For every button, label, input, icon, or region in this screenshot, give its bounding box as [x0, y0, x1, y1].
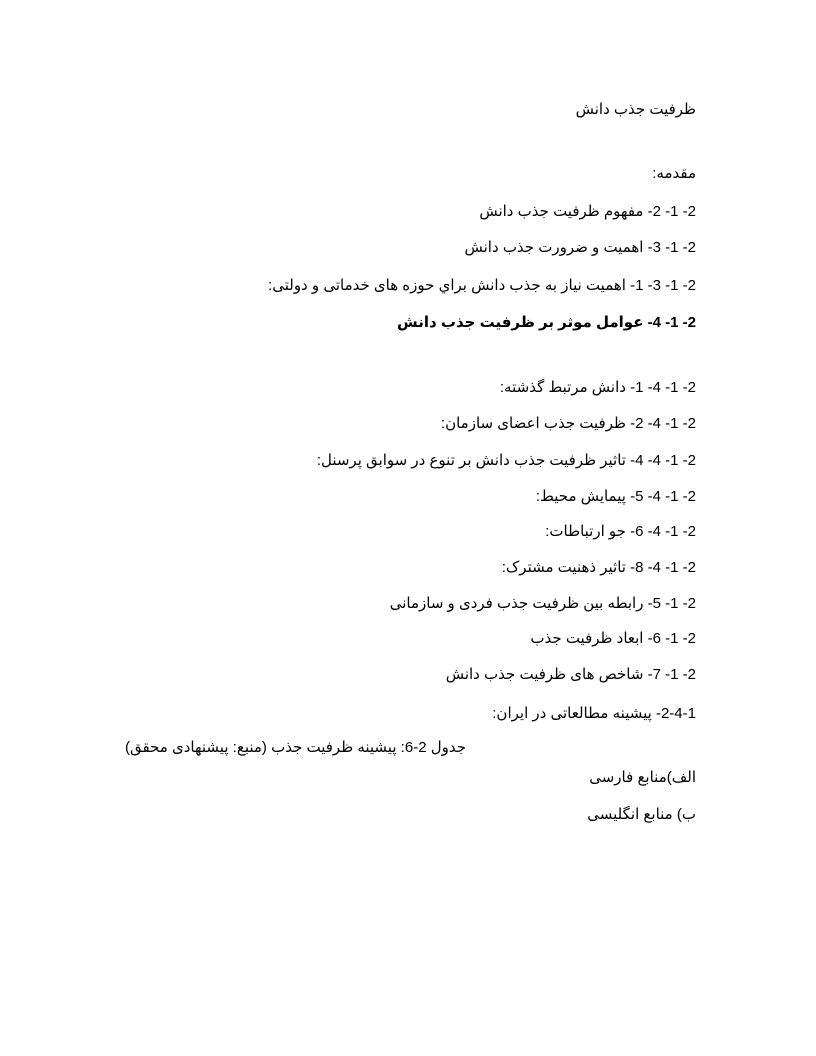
toc-item: 2- 1- 2- مفهوم ظرفیت جذب دانش	[479, 203, 696, 220]
toc-item: 2-4-1- پیشینه مطالعاتی در ایران:	[492, 705, 696, 722]
toc-item: 2- 1- 4- 6- جو ارتباطات:	[545, 523, 696, 540]
toc-item: 2- 1- 4- عوامل موثر بر ظرفیت جذب دانش	[397, 314, 696, 331]
references-persian-heading: الف)منابع فارسی	[589, 769, 696, 786]
toc-item: 2- 1- 5- رابطه بین ظرفیت جذب فردی و سازمانی	[389, 595, 696, 612]
document-title: ظرفیت جذب دانش	[575, 101, 696, 118]
toc-item: 2- 1- 3- اهمیت و ضرورت جذب دانش	[464, 239, 696, 256]
intro-heading: مقدمه:	[652, 165, 696, 182]
toc-item: 2- 1- 3- 1- اهمیت نیاز به جذب دانش براي حوزه های خدماتی و دولتی:	[268, 277, 696, 294]
toc-item: 2- 1- 4- 8- تاثیر ذهنیت مشترک:	[501, 559, 696, 576]
toc-item: 2- 1- 4- 2- ظرفیت جذب اعضای سازمان:	[440, 415, 696, 432]
toc-item: 2- 1- 4- 4- تاثیر ظرفیت جذب دانش بر تنوع در سوابق پرسنل:	[316, 452, 696, 469]
toc-item: 2- 1- 4- 1- دانش مرتبط گذشته:	[499, 379, 696, 396]
toc-item: 2- 1- 6- ابعاد ظرفیت جذب	[530, 630, 696, 647]
references-english-heading: ب) منابع انگلیسی	[587, 806, 696, 823]
table-caption: جدول 2-6: پیشینه ظرفیت جذب (منبع: پیشنهادی محقق)	[125, 739, 466, 756]
toc-item: 2- 1- 4- 5- پیمایش محیط:	[535, 488, 696, 505]
toc-item: 2- 1- 7- شاخص های ظرفیت جذب دانش	[445, 666, 696, 683]
